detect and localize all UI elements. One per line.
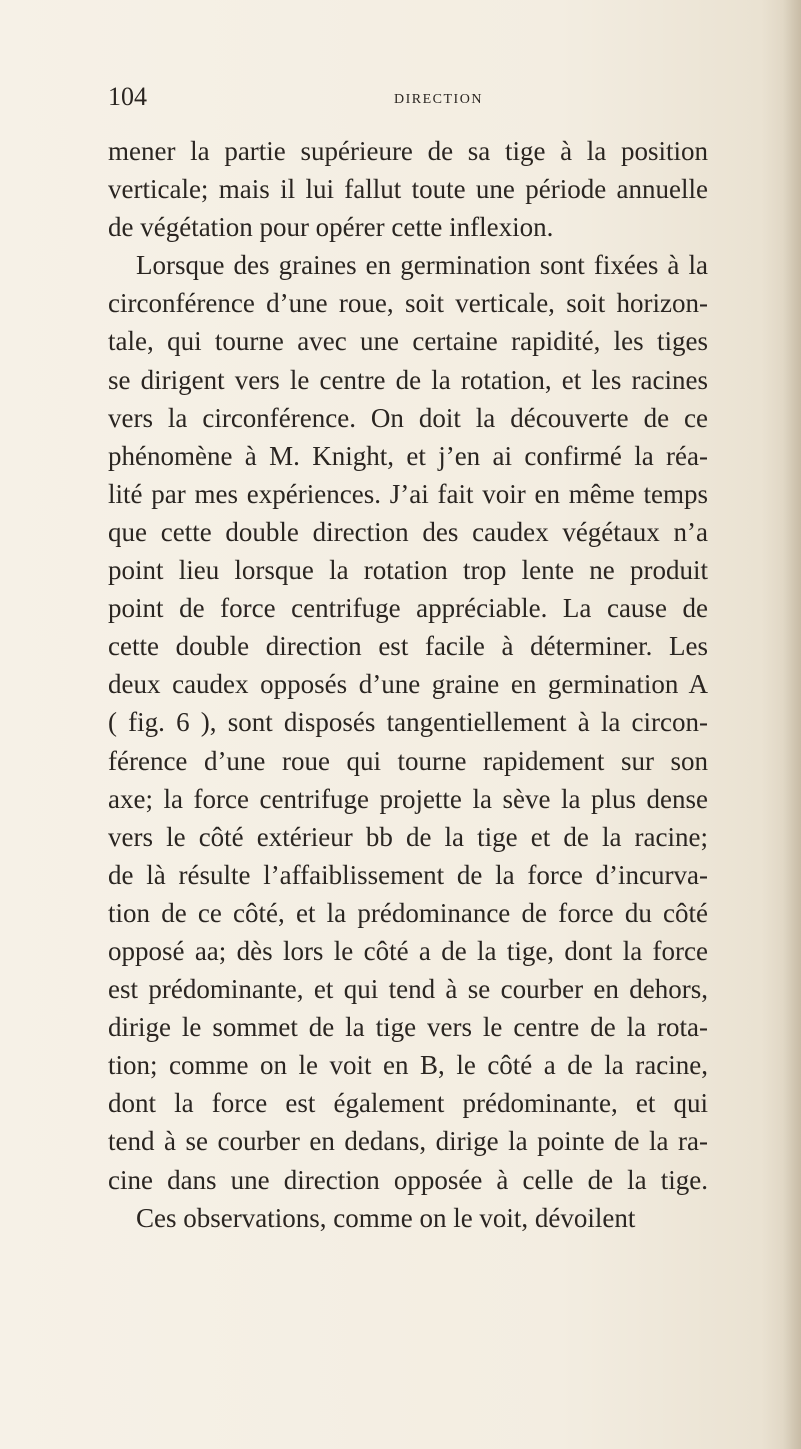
text-line: point de force centrifuge appréciable. La cause de [108,593,708,624]
text-line: point lieu lorsque la rotation trop lente ne produit [108,555,708,586]
text-line: est prédominante, et qui tend à se courber en dehors, [108,974,708,1005]
text-line: dont la force est également prédominante, et qui [108,1088,708,1119]
text-line: vers la circonférence. On doit la découverte de ce [108,402,708,433]
body-text [108,132,708,1237]
text-line: cette double direction est facile à déterminer. Les [108,631,708,662]
text-line: Lorsque des graines en germination sont fixées à la [136,250,708,281]
text-line: de là résulte l’affaiblissement de la force d’incurva- [108,859,708,890]
text-line: tale, qui tourne avec une certaine rapidité, les tiges [108,326,708,357]
text-line: tion; comme on le voit en B, le côté a de la racine, [108,1050,708,1081]
text-line: opposé aa; dès lors le côté a de la tige, dont la force [108,935,708,966]
text-line: dirige le sommet de la tige vers le centre de la rota- [108,1012,708,1043]
text-line: de végétation pour opérer cette inflexion. [108,212,554,243]
text-line: axe; la force centrifuge projette la sève la plus dense [108,783,708,814]
text-line: Ces observations, comme on le voit, dévoilent [136,1202,636,1233]
text-line: circonférence d’une roue, soit verticale, soit horizon- [108,288,708,319]
page-number: 104 [108,82,147,111]
text-line: tion de ce côté, et la prédominance de force du côté [108,897,708,928]
text-line: tend à se courber en dedans, dirige la pointe de la ra- [108,1126,708,1157]
text-line: cine dans une direction opposée à celle de la tige. [108,1164,708,1195]
text-line: vers le côté extérieur bb de la tige et de la racine; [108,821,708,852]
text-line: verticale; mais il lui fallut toute une période annuelle [108,174,708,205]
text-line: se dirigent vers le centre de la rotation, et les racines [108,364,708,395]
text-line: lité par mes expériences. J’ai fait voir en même temps [108,478,708,509]
text-line: férence d’une roue qui tourne rapidement sur son [108,745,708,776]
text-line: phénomène à M. Knight, et j’en ai confirmé la réa- [108,440,708,471]
text-line: que cette double direction des caudex végétaux n’a [108,516,708,547]
text-line: deux caudex opposés d’une graine en germination A [108,669,708,700]
text-line: ( fig. 6 ), sont disposés tangentiellement à la circon- [108,707,708,738]
page-header [108,82,708,122]
page-edge-shadow [783,0,801,1449]
text-line: mener la partie supérieure de sa tige à la position [108,136,708,166]
running-head: DIRECTION [394,92,483,107]
